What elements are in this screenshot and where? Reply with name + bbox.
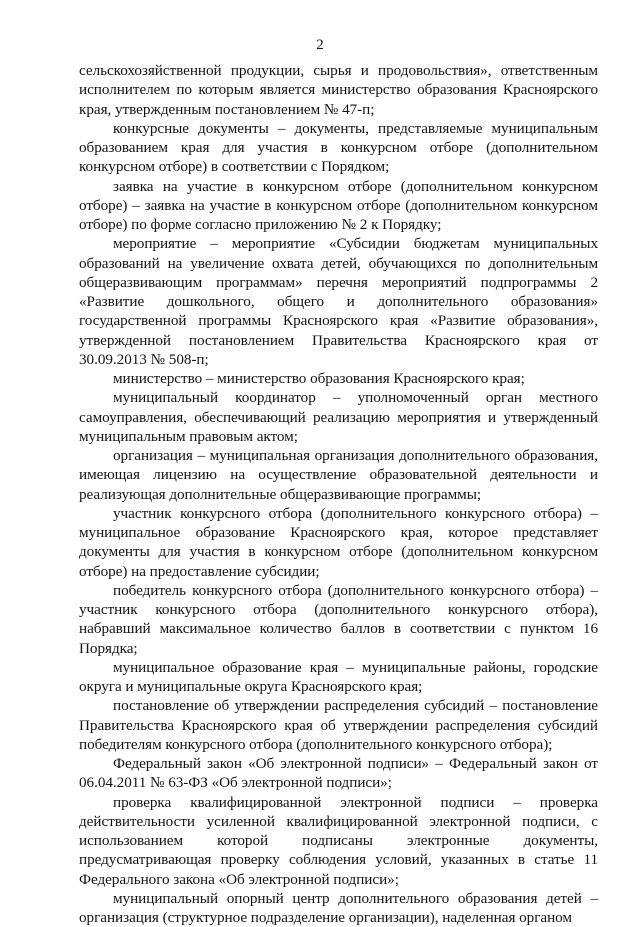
definition-paragraph: мероприятие – мероприятие «Субсидии бюджетам муниципальных образований на увеличение охвата детей, обучающихся по дополнительным общеразвивающим программам» перечня мероприятий подпрограммы 2 «Развитие дошкольного, общего и дополнительного образования» государственной программы Красноярского края «Развитие образования», утвержденной постановлением Правительства Красноярского края от 30.09.2013 № 508-п;	[79, 235, 598, 368]
definition-paragraph: Федеральный закон «Об электронной подписи» – Федеральный закон от 06.04.2011 № 63-ФЗ «Об электронной подписи»;	[79, 755, 598, 792]
page-number: 2	[316, 37, 324, 53]
paragraph-continuation: сельскохозяйственной продукции, сырья и продовольствия», ответственным исполнителем по которым является министерство образования Красноярского края, утвержденным постановлением № 47-п;	[79, 62, 598, 118]
definition-paragraph: организация – муниципальная организация дополнительного образования, имеющая лицензию на осуществление образовательной деятельности и реализующая дополнительные общеразвивающие программы;	[79, 447, 598, 503]
definition-paragraph: конкурсные документы – документы, представляемые муниципальным образованием края для участия в конкурсном отборе (дополнительном конкурсном отборе) в соответствии с Порядком;	[79, 119, 598, 176]
definition-paragraph: муниципальный опорный центр дополнительного образования детей – организация (структурное подразделение организации), наделенная органом	[79, 889, 598, 926]
definition-paragraph: участник конкурсного отбора (дополнительного конкурсного отбора) – муниципальное образование Красноярского края, которое представляет документы для участия в конкурсном отборе (дополнительном конкурсном отборе) на предоставление субсидии;	[79, 504, 598, 580]
definition-paragraph: министерство – министерство образования Красноярского края;	[113, 370, 525, 387]
definition-paragraph: муниципальное образование края – муниципальные районы, городские округа и муниципальные округа Красноярского края;	[79, 658, 598, 695]
definition-paragraph: победитель конкурсного отбора (дополнительного конкурсного отбора) – участник конкурсного отбора (дополнительного конкурсного отбора), набравший максимальное количество баллов в соответствии с пунктом 16 Порядка;	[79, 581, 598, 657]
definition-paragraph: заявка на участие в конкурсном отборе (дополнительном конкурсном отборе) – заявка на участие в конкурсном отборе (дополнительном конкурсном отборе) по форме согласно приложению № 2 к Порядку;	[79, 177, 598, 233]
definition-paragraph: муниципальный координатор – уполномоченный орган местного самоуправления, обеспечивающий реализацию мероприятия и утвержденный муниципальным правовым актом;	[79, 389, 598, 445]
document-body	[79, 61, 598, 927]
definition-paragraph: постановление об утверждении распределения субсидий – постановление Правительства Красноярского края об утверждении распределения субсидий победителям конкурсного отбора (дополнительного конкурсного отбора);	[79, 697, 598, 753]
definition-paragraph: проверка квалифицированной электронной подписи – проверка действительности усиленной квалифицированной электронной подписи, с использованием которой подписаны электронные документы, предусматривающая проверку соблюдения условий, указанных в статье 11 Федерального закона «Об электронной подписи»;	[79, 793, 598, 888]
